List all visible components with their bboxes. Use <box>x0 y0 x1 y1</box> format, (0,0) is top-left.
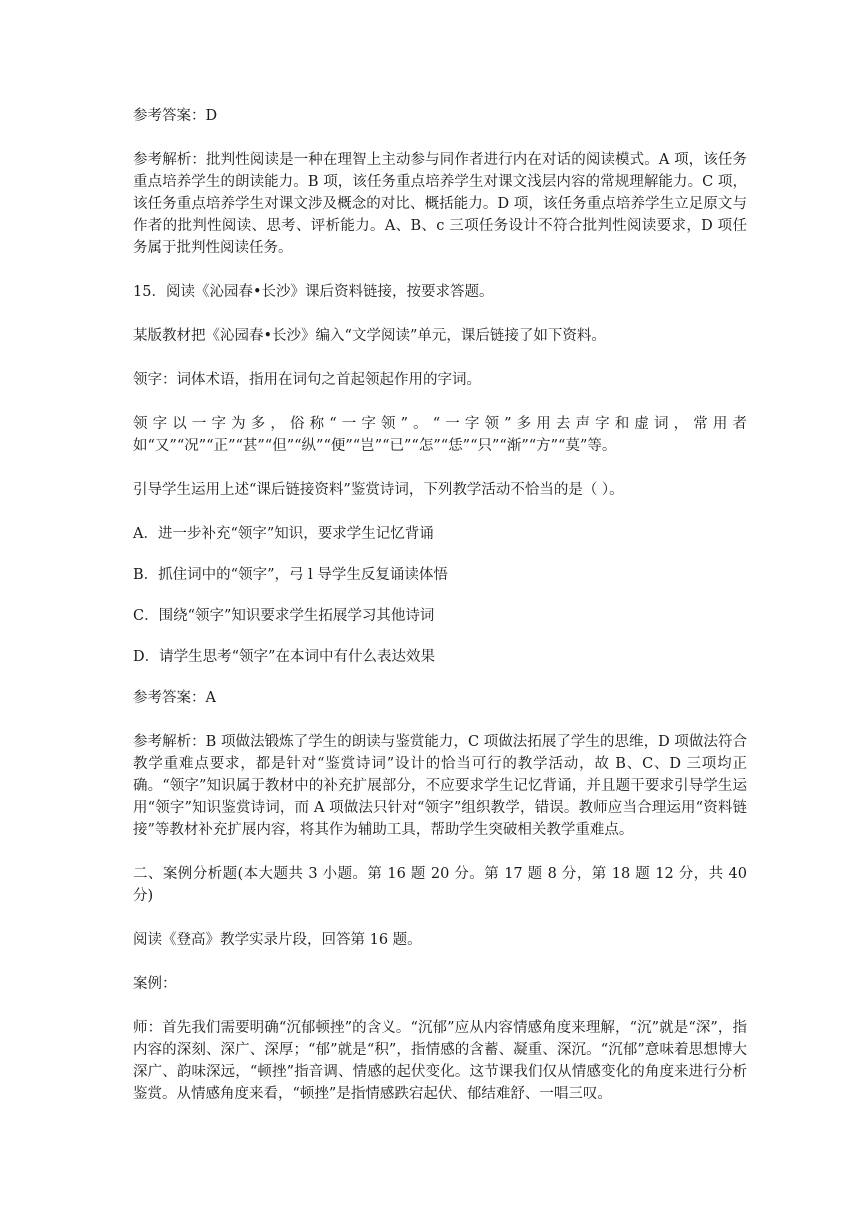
answer-14: 参考答案：D <box>133 108 218 124</box>
question-16-instruction: 阅读《登高》教学实录片段，回答第 16 题。 <box>133 932 422 948</box>
explanation-14: 参考解析：批判性阅读是一种在理智上主动参与同作者进行内在对话的阅读模式。A 项，该任务重点培养学生的朗读能力。B 项，该任务重点培养学生对课文浅层内容的常规理解能力。C 项，该任务重点培养学生对课文涉及概念的对比、概括能力。D 项，该任务重点培养学生立足原文与作者的批判性阅读、思考、评析能力。A、B、c 三项任务设计不符合批判性阅读要求，D 项任务属于批判性阅读任务。 <box>133 152 747 256</box>
question-15-title: 15．阅读《沁园春•长沙》课后资料链接，按要求答题。 <box>133 284 494 300</box>
lingzi-detail: 领字以一字为多，俗称“一字领”。“一字领”多用去声字和虚词，常用者如“又”“况”“正”“甚”“但”“纵”“便”“岂”“已”“怎”“恁”“只”“渐”“方”“莫”等。 <box>133 416 747 454</box>
section-2-heading: 二、案例分析题(本大题共 3 小题。第 16 题 20 分。第 17 题 8 分，第 18 题 12 分，共 40 分) <box>133 866 747 904</box>
explanation-15: 参考解析：B 项做法锻炼了学生的朗读与鉴赏能力，C 项做法拓展了学生的思维，D 项做法符合教学重难点要求，都是针对“鉴赏诗词”设计的恰当可行的教学活动，故 B、C、D 三项均正确。“领字”知识属于教材中的补充扩展部分，不应要求学生记忆背诵，并且题干要求引导学生运用“领字”知识鉴赏诗词，而 A 项做法只针对“领字”组织教学，错误。教师应当合理运用“资料链接”等教材补充扩展内容，将其作为辅助工具，帮助学生突破相关教学重难点。 <box>133 734 747 838</box>
teacher-dialogue: 师：首先我们需要明确“沉郁顿挫”的含义。“沉郁”应从内容情感角度来理解，“沉”就是“深”，指内容的深刻、深广、深厚；“郁”就是“积”，指情感的含蓄、凝重、深沉。“沉郁”意味着思想博大深广、韵味深远，“顿挫”指音调、情感的起伏变化。这节课我们仅从情感变化的角度来进行分析鉴赏。从情感角度来看，“顿挫”是指情感跌宕起伏、郁结难舒、一唱三叹。 <box>133 1020 747 1102</box>
definition-lingzi: 领字：词体术语，指用在词句之首起领起作用的字词。 <box>133 372 481 388</box>
option-d: D．请学生思考“领字”在本词中有什么表达效果 <box>133 649 435 665</box>
answer-15: 参考答案：A <box>133 690 216 706</box>
question-15-intro: 某版教材把《沁园春•长沙》编入“文学阅读”单元，课后链接了如下资料。 <box>133 328 606 344</box>
question-15-stem: 引导学生运用上述“课后链接资料”鉴赏诗词，下列教学活动不恰当的是（ ）。 <box>133 482 624 498</box>
option-a: A．进一步补充“领字”知识，要求学生记忆背诵 <box>133 526 434 542</box>
case-label: 案例： <box>133 976 177 992</box>
option-c: C．围绕“领字”知识要求学生拓展学习其他诗词 <box>133 608 435 624</box>
option-b: B．抓住词中的“领字”，弓 l 导学生反复诵读体悟 <box>133 567 448 583</box>
